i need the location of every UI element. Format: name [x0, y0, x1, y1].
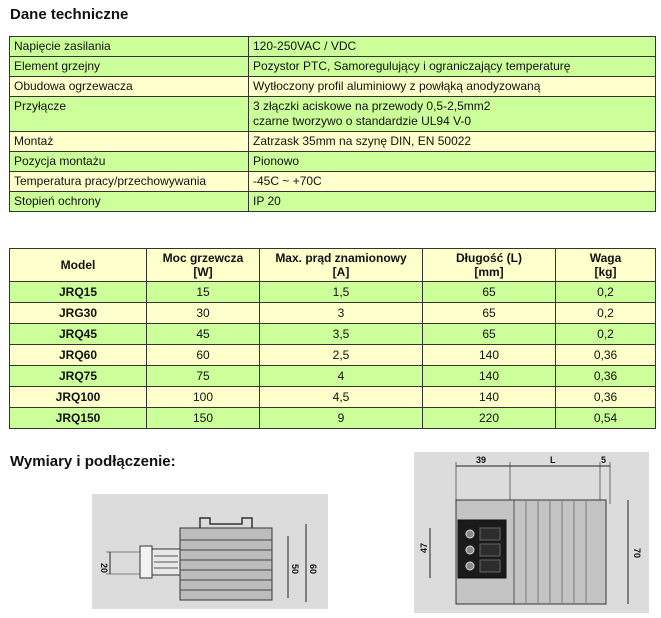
- spec-row: [10, 77, 656, 97]
- cell-weight: 0,54: [556, 408, 656, 429]
- table-row: [10, 366, 656, 387]
- col-header-model: [10, 249, 147, 282]
- front-view-drawing: [414, 452, 649, 613]
- page-title: Dane techniczne: [10, 6, 129, 23]
- col-header-text: Waga: [589, 251, 622, 265]
- cell-power: 60: [147, 345, 260, 366]
- col-header-length: [423, 249, 556, 282]
- dim-label-47: 47: [419, 542, 429, 553]
- heater-body: [180, 528, 272, 600]
- spec-value: -45C ~ +70C: [249, 172, 656, 192]
- terminal-screw: [466, 562, 474, 570]
- terminal-slot: [480, 528, 500, 540]
- cell-weight: 0,36: [556, 387, 656, 408]
- terminal-slot: [480, 560, 500, 572]
- cell-weight: 0,2: [556, 282, 656, 303]
- spec-row: [10, 172, 656, 192]
- dimensions-heading: Wymiary i podłączenie:: [10, 453, 176, 470]
- table-row: [10, 387, 656, 408]
- spec-label: Pozycja montażu: [10, 152, 249, 172]
- model-table: [9, 248, 656, 429]
- spec-value: Pozystor PTC, Samoregulujący i ograniczający temperaturę: [249, 57, 656, 77]
- spec-table: [9, 36, 656, 212]
- dim-label-20: 20: [99, 563, 109, 574]
- cell-power: 30: [147, 303, 260, 324]
- col-header-power: [147, 249, 260, 282]
- spec-label: Temperatura pracy/przechowywania: [10, 172, 249, 192]
- spec-value-line: czarne tworzywo o standardzie UL94 V-0: [253, 114, 472, 128]
- cell-model: JRQ150: [10, 408, 147, 429]
- spec-row: [10, 57, 656, 77]
- terminal-screw: [466, 530, 474, 538]
- spec-value: [249, 97, 656, 132]
- cell-model: JRG30: [10, 303, 147, 324]
- din-clip: [200, 518, 252, 528]
- cell-power: 100: [147, 387, 260, 408]
- col-header-text: Model: [60, 258, 96, 272]
- cell-length: 65: [423, 303, 556, 324]
- cell-length: 140: [423, 387, 556, 408]
- dim-label-5: 5: [601, 455, 607, 465]
- dim-label-L: L: [550, 455, 556, 465]
- col-header-weight: [556, 249, 656, 282]
- cell-model: JRQ75: [10, 366, 147, 387]
- table-row: [10, 324, 656, 345]
- col-header-unit: [mm]: [474, 265, 504, 279]
- cell-power: 15: [147, 282, 260, 303]
- cell-model: JRQ15: [10, 282, 147, 303]
- cell-power: 150: [147, 408, 260, 429]
- cell-power: 45: [147, 324, 260, 345]
- side-view-svg: [92, 494, 328, 609]
- col-header-text: Max. prąd znamionowy: [275, 251, 407, 265]
- col-header-text: Długość (L): [456, 251, 522, 265]
- spec-value: IP 20: [249, 192, 656, 212]
- dim-label-60: 60: [308, 564, 318, 575]
- spec-value: 120-250VAC / VDC: [249, 37, 656, 57]
- table-row: [10, 408, 656, 429]
- side-view-drawing: [92, 494, 328, 609]
- spec-label: Napięcie zasilania: [10, 37, 249, 57]
- spec-value: Wytłoczony profil aluminiowy z powłąką anodyzowaną: [249, 77, 656, 97]
- col-header-text: Moc grzewcza: [162, 251, 244, 265]
- model-header-row: [10, 249, 656, 282]
- cell-current: 3,5: [260, 324, 423, 345]
- spec-value: Pionowo: [249, 152, 656, 172]
- cell-current: 1,5: [260, 282, 423, 303]
- connector-block: [140, 546, 152, 578]
- cell-length: 140: [423, 366, 556, 387]
- spec-row: [10, 192, 656, 212]
- cell-weight: 0,2: [556, 303, 656, 324]
- cell-length: 220: [423, 408, 556, 429]
- front-view-svg: [414, 452, 649, 613]
- cell-current: 4,5: [260, 387, 423, 408]
- cell-model: JRQ45: [10, 324, 147, 345]
- col-header-unit: [kg]: [594, 265, 617, 279]
- spec-label: Przyłącze: [10, 97, 249, 132]
- cell-current: 2,5: [260, 345, 423, 366]
- spec-row: [10, 37, 656, 57]
- table-row: [10, 345, 656, 366]
- spec-row: [10, 152, 656, 172]
- cell-length: 65: [423, 282, 556, 303]
- spec-value: Zatrzask 35mm na szynę DIN, EN 50022: [249, 132, 656, 152]
- spec-value-line: 3 złączki aciskowe na przewody 0,5-2,5mm2: [253, 99, 491, 113]
- cell-length: 140: [423, 345, 556, 366]
- spec-label: Obudowa ogrzewacza: [10, 77, 249, 97]
- dim-label-50: 50: [290, 564, 300, 575]
- table-row: [10, 303, 656, 324]
- cell-weight: 0,36: [556, 366, 656, 387]
- cell-model: JRQ60: [10, 345, 147, 366]
- table-row: [10, 282, 656, 303]
- cell-current: 3: [260, 303, 423, 324]
- spec-label: Stopień ochrony: [10, 192, 249, 212]
- col-header-current: [260, 249, 423, 282]
- cell-current: 4: [260, 366, 423, 387]
- cell-model: JRQ100: [10, 387, 147, 408]
- col-header-unit: [A]: [332, 265, 350, 279]
- terminal-screw: [466, 546, 474, 554]
- cell-weight: 0,36: [556, 345, 656, 366]
- cell-length: 65: [423, 324, 556, 345]
- dim-label-70: 70: [632, 548, 642, 559]
- spec-label: Montaż: [10, 132, 249, 152]
- dim-label-39: 39: [476, 455, 487, 465]
- terminal-slot: [480, 544, 500, 556]
- spec-label: Element grzejny: [10, 57, 249, 77]
- cell-weight: 0,2: [556, 324, 656, 345]
- spec-row: [10, 132, 656, 152]
- cell-power: 75: [147, 366, 260, 387]
- cell-current: 9: [260, 408, 423, 429]
- spec-row: [10, 97, 656, 132]
- col-header-unit: [W]: [193, 265, 213, 279]
